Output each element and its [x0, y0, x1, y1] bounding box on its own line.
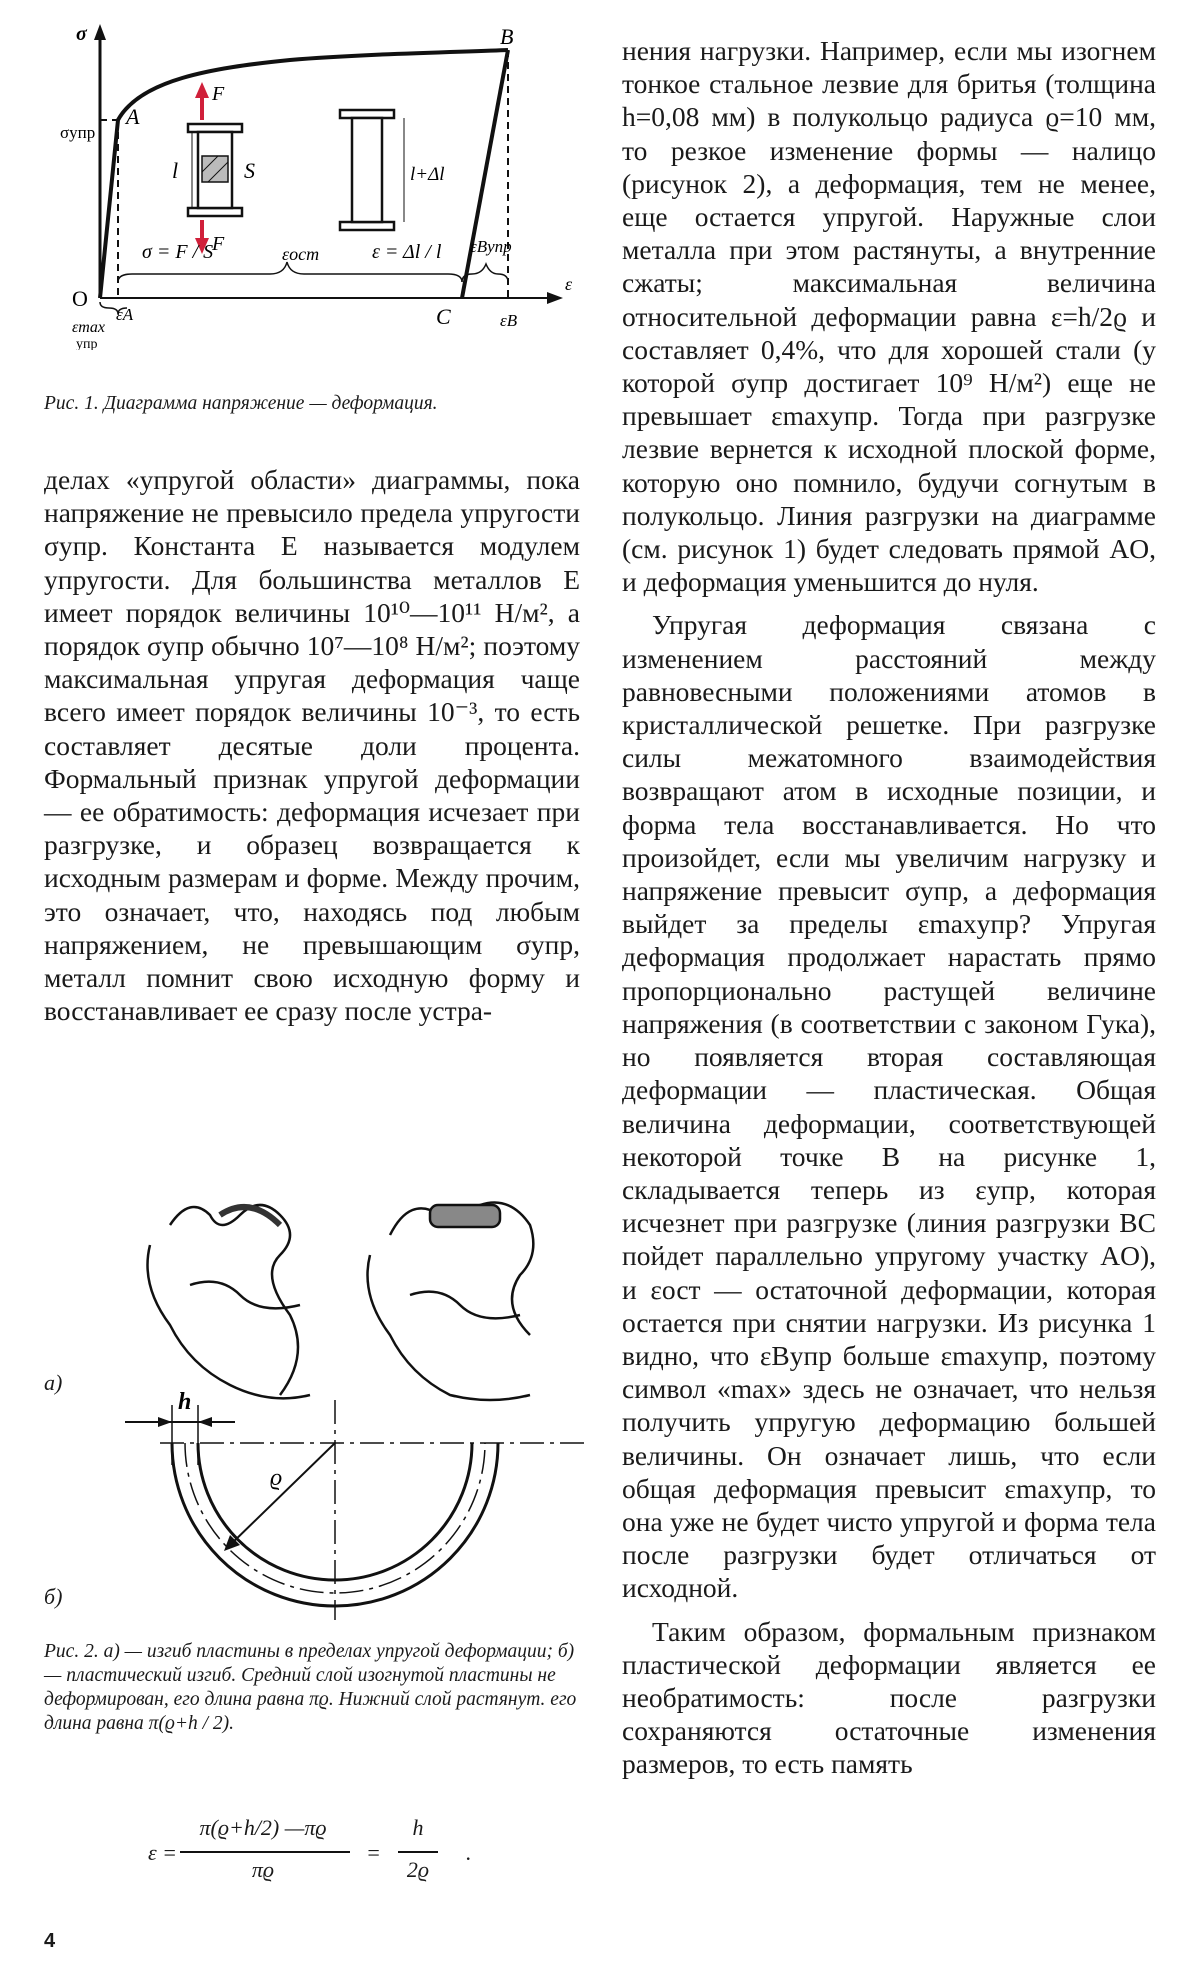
formula-rhs-num: h: [412, 1815, 424, 1840]
force-up-arrowhead: [195, 82, 209, 98]
right-paragraph-1: нения нагрузки. Например, если мы изогнем тонкое стальное лезвие для бритья (толщина h=0,08 мм) в полукольцо радиуса ϱ=10 мм, то резкое изменение формы — налицо (рисунок 2), а деформация, тем не менее, еще остается упругой. Наружные слои металла при этом растянуты, а внутренние сжаты; максимальная величина относительной деформации равна ε=h/2ϱ и составляет 0,4%, что для хорошей стали (у которой σупр достигает 10⁹ Н/м²) еще не превышает εmaxупр. Тогда при разгрузке лезвие вернется к исходной плоской форме, которую оно помнило, будучи согнутым в полукольцо. Линия разгрузки на диаграмме (см. рисунок 1) будет следовать прямой AO, и деформация уменьшится до нуля.: [622, 35, 1156, 598]
specimen-unloaded: [188, 124, 242, 216]
formula-rhs-den: 2ϱ: [406, 1857, 430, 1882]
figure-2-hand-drawing: [130, 1175, 600, 1405]
point-a-label: A: [126, 104, 140, 129]
formula-dot: .: [466, 1840, 472, 1865]
figure-2-caption: Рис. 2. а) — изгиб пластины в пределах упругой деформации; б) — пластический изгиб. Средний слой изогнутой пластины не деформирован, его длина равна πϱ. Нижний слой растянут. его длина равна π(ϱ+h / 2).: [44, 1641, 577, 1734]
eps-max-label: εmax: [72, 319, 105, 336]
formula-rhs-bar: [398, 1851, 438, 1853]
hand-right-icon: [368, 1203, 534, 1401]
left-column: [44, 463, 580, 1027]
area-label: S: [244, 158, 255, 183]
bottom-formula: [148, 1815, 488, 1895]
h-left-arrowhead: [158, 1417, 172, 1427]
sigma-upr-label: σупр: [60, 123, 96, 142]
figure-2a-label: а): [44, 1370, 63, 1395]
force-up-label: F: [212, 83, 225, 105]
formula-denominator: πϱ: [251, 1857, 275, 1882]
eps-ost-label: εост: [282, 244, 320, 264]
point-b-label: B: [500, 24, 514, 49]
formula-lhs: ε =: [148, 1840, 178, 1865]
figure-1-caption: Рис. 1. Диаграмма напряжение — деформация.: [44, 393, 438, 414]
right-paragraph-2: Упругая деформация связана с изменением расстояний между равновесными положениями атомов в кристаллической решетке. При разгрузке силы межатомного взаимодействия возвращают атом в исходные позиции, и форма тела восстанавливается. Но что произойдет, если мы увеличим нагрузку и напряжение превысит σупр, а деформация выйдет за пределы εmaxупр? Упругая деформация продолжает нарастать прямо пропорционально растущей величине напряжения (в соответствии с законом Гука), но появляется вторая составляющая деформации — пластическая. Общая величина деформации, соответствующей некоторой точке B на рисунке 1, складывается теперь из εупр, которая исчезнет при разгрузке (линия разгрузки BC пойдет параллельно упругому участку AO), и εост — остаточной деформации, которая остается при снятии нагрузки. Из рисунка 1 видно, что εBупр больше εmaxупр, поэтому символ «max» здесь не означает, что нельзя получить упругую деформацию большей величины. Он означает лишь, что если общая деформация превысит εmaxупр, то она уже не будет чисто упругой и форма тела после разгрузки будет отличаться от исходной.: [622, 609, 1156, 1604]
rho-label: ϱ: [270, 1465, 283, 1491]
force-down-label: F: [212, 233, 225, 255]
radius-line: [228, 1443, 335, 1547]
eps-a-label: εA: [116, 305, 134, 324]
specimen-stretched: [340, 110, 404, 230]
h-right-arrowhead: [198, 1417, 212, 1427]
unloading-line-bc: [462, 50, 508, 298]
eps-formula: ε = Δl / l: [372, 241, 442, 263]
point-c-label: C: [436, 304, 451, 329]
length-dl-label: l+Δl: [410, 164, 445, 185]
eps-b-upr-label: εBупр: [470, 237, 512, 256]
left-paragraph: делах «упругой области» диаграммы, пока напряжение не превысило предела упругости σупр. Константа E называется модулем упругости. Для большинства металлов E имеет порядок величины 10¹⁰—10¹¹ Н/м², а порядок σупр обычно 10⁷—10⁸ Н/м²; поэтому максимальная упругая деформация чаще всего имеет порядок величины 10⁻³, то есть составляет десятые доли процента. Формальный признак упругой деформации — ее обратимость: деформация исчезает при разгрузке, и образец возвращается к исходным размерам и форме. Между прочим, это означает, что, находясь под любым напряжением, не превышающим σупр, металл помнит свою исходную форму и восстанавливает ее сразу после устра-: [44, 464, 580, 1027]
eps-max-sub-label: упр: [76, 337, 98, 350]
figure-1-stress-strain-diagram: [60, 20, 590, 350]
right-column: [622, 34, 1156, 1781]
hand-left-icon: [148, 1205, 311, 1398]
formula-fraction-bar: [180, 1851, 350, 1853]
formula-eq: =: [366, 1840, 381, 1865]
figure-2b-bent-plate: [120, 1385, 590, 1625]
sigma-axis-label: σ: [76, 23, 87, 45]
sigma-axis-arrow: [94, 24, 106, 40]
eps-axis-arrow: [547, 292, 563, 304]
figure-2b-label: б): [44, 1584, 63, 1609]
eps-axis-label: ε: [565, 274, 573, 294]
length-label: l: [172, 158, 179, 183]
point-o-label: O: [72, 286, 88, 311]
right-paragraph-3: Таким образом, формальным признаком пластической деформации является ее необратимость: после разгрузки сохраняются остаточные изменения размеров, то есть память: [622, 1615, 1156, 1780]
eps-ost-brace: [118, 262, 462, 282]
eps-b-label: εB: [500, 311, 518, 330]
formula-numerator: π(ϱ+h/2) —πϱ: [199, 1815, 327, 1840]
h-label: h: [178, 1389, 192, 1415]
page-number: 4: [44, 1930, 56, 1952]
sigma-formula: σ = F / S: [142, 241, 214, 263]
